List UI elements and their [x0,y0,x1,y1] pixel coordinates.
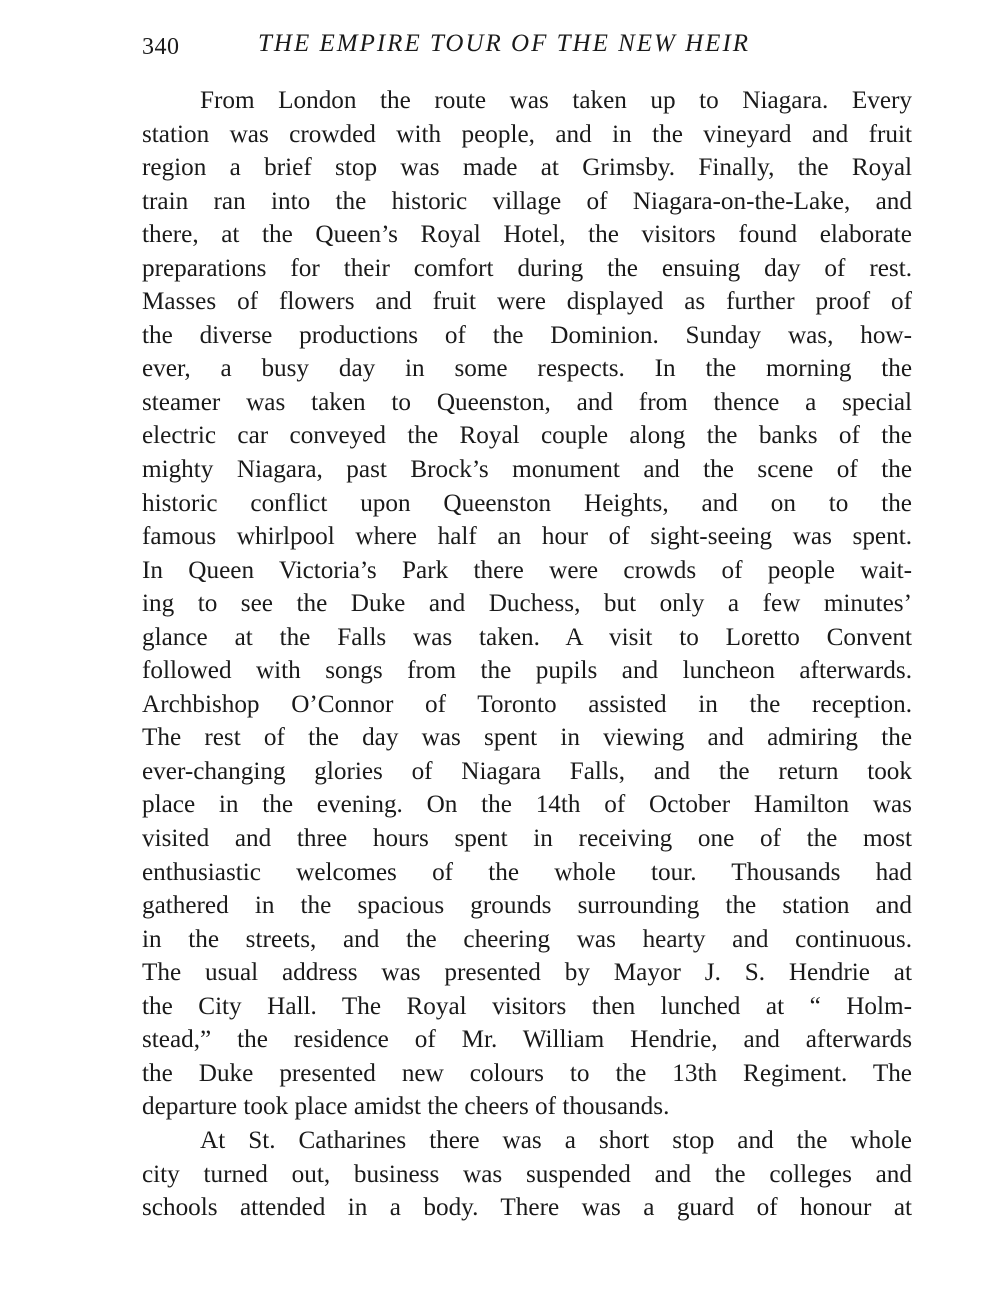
paragraph-st-catharines [142,1124,912,1225]
text-line: place in the evening. On the 14th of October Hamilton was [142,791,912,819]
text-line: departure took place amidst the cheers of thousands. [142,1093,670,1121]
text-line: the Duke presented new colours to the 13th Regiment. The [142,1059,912,1087]
text-line: mighty Niagara, past Brock’s monument and the scene of the [142,456,912,484]
text-line: the City Hall. The Royal visitors then lunched at “ Holm- [142,992,912,1020]
body-text [142,84,912,1225]
text-line: city turned out, business was suspended and the colleges and [142,1160,912,1188]
text-line: there, at the Queen’s Royal Hotel, the visitors found elaborate [142,221,912,249]
text-line: enthusiastic welcomes of the whole tour. Thousands had [142,858,912,886]
text-line: At St. Catharines there was a short stop and the whole [200,1126,912,1154]
text-line: The usual address was presented by Mayor J. S. Hendrie at [142,959,912,987]
text-line: train ran into the historic village of Niagara-on-the-Lake, and [142,187,912,215]
text-line: schools attended in a body. There was a guard of honour at [142,1194,912,1222]
text-line: the diverse productions of the Dominion. Sunday was, how- [142,321,912,349]
text-line: glance at the Falls was taken. A visit to Loretto Convent [142,623,912,651]
text-line: famous whirlpool where half an hour of sight-seeing was spent. [142,523,912,551]
text-line: The rest of the day was spent in viewing and admiring the [142,724,912,752]
running-head [142,30,912,64]
text-line: ever, a busy day in some respects. In the morning the [142,355,912,383]
text-line: station was crowded with people, and in the vineyard and fruit [142,120,912,148]
text-line: visited and three hours spent in receiving one of the most [142,825,912,853]
text-line: electric car conveyed the Royal couple along the banks of the [142,422,912,450]
text-line: In Queen Victoria’s Park there were crowds of people wait- [142,556,912,584]
running-title: THE EMPIRE TOUR OF THE NEW HEIR [258,30,751,57]
text-line: Archbishop O’Connor of Toronto assisted in the reception. [142,690,912,718]
text-line: Masses of flowers and fruit were displayed as further proof of [142,288,912,316]
text-line: ever-changing glories of Niagara Falls, and the return took [142,757,912,785]
text-line: historic conflict upon Queenston Heights, and on to the [142,489,912,517]
text-line: stead,” the residence of Mr. William Hendrie, and afterwards [142,1026,912,1054]
paragraph-niagara-hamilton [142,84,912,1124]
text-line: ing to see the Duke and Duchess, but only a few minutes’ [142,590,912,618]
text-line: region a brief stop was made at Grimsby. Finally, the Royal [142,154,912,182]
text-line: steamer was taken to Queenston, and from thence a special [142,388,912,416]
text-line: From London the route was taken up to Niagara. Every [200,87,912,114]
text-line: in the streets, and the cheering was hearty and continuous. [142,925,912,953]
text-line: followed with songs from the pupils and luncheon afterwards. [142,657,912,685]
text-line: gathered in the spacious grounds surrounding the station and [142,892,912,920]
text-line: preparations for their comfort during the ensuing day of rest. [142,254,912,282]
page-number: 340 [142,34,180,60]
